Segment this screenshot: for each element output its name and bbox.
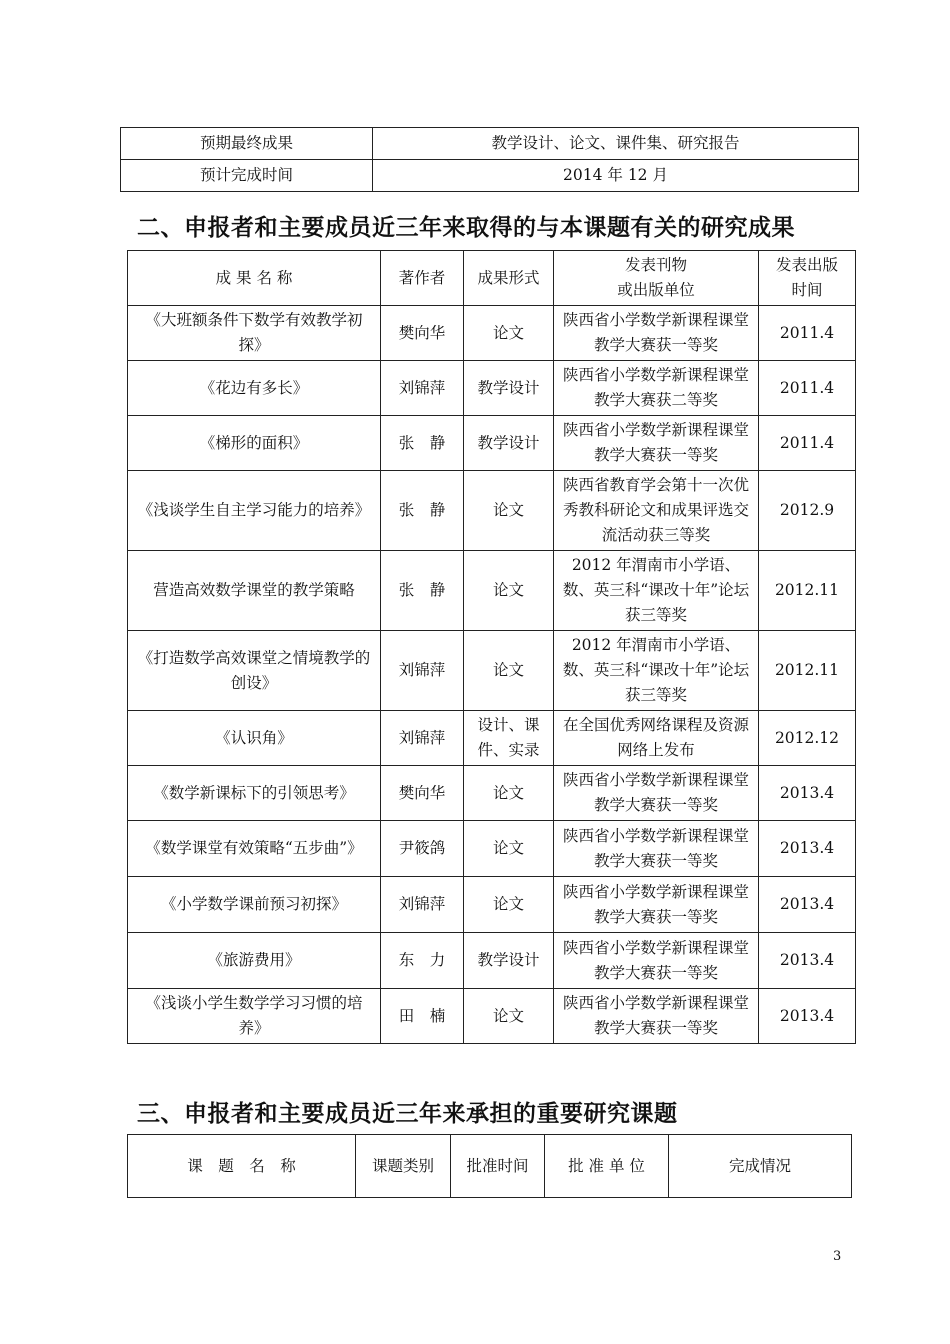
cell-publisher: 陕西省小学数学新课程课堂教学大赛获一等奖 [554, 933, 759, 989]
table-row [128, 361, 856, 416]
cell-time: 2013.4 [759, 933, 856, 989]
cell-author: 田 楠 [381, 989, 464, 1044]
section3-title: 三、申报者和主要成员近三年来承担的重要研究课题 [137, 1101, 678, 1127]
table-row [128, 711, 856, 766]
cell-name: 《旅游费用》 [128, 933, 381, 989]
cell-author: 张 静 [381, 416, 464, 471]
cell-author: 东 力 [381, 933, 464, 989]
header-row [128, 251, 856, 306]
cell-publisher: 陕西省教育学会第十一次优秀教科研论文和成果评选交流活动获三等奖 [554, 471, 759, 551]
table-row [128, 416, 856, 471]
table-row [128, 933, 856, 989]
cell-publisher: 陕西省小学数学新课程课堂教学大赛获一等奖 [554, 821, 759, 877]
cell-time: 2011.4 [759, 416, 856, 471]
header-form: 成果形式 [464, 251, 554, 306]
cell-name: 《小学数学课前预习初探》 [128, 877, 381, 933]
cell-author: 张 静 [381, 551, 464, 631]
header-time: 发表出版 时间 [759, 251, 856, 306]
cell-time: 2013.4 [759, 766, 856, 821]
table-row [128, 766, 856, 821]
cell-author: 刘锦萍 [381, 877, 464, 933]
cell-time: 2013.4 [759, 877, 856, 933]
cell-name: 《梯形的面积》 [128, 416, 381, 471]
cell-publisher: 陕西省小学数学新课程课堂教学大赛获一等奖 [554, 766, 759, 821]
cell-time: 2012.11 [759, 631, 856, 711]
cell-time: 2012.12 [759, 711, 856, 766]
cell-author: 刘锦萍 [381, 631, 464, 711]
research-results-table [127, 250, 856, 1044]
header-author: 著作者 [381, 251, 464, 306]
section2-title: 二、申报者和主要成员近三年来取得的与本课题有关的研究成果 [137, 215, 795, 241]
cell-form: 论文 [464, 471, 554, 551]
header-name: 成 果 名 称 [128, 251, 381, 306]
cell-publisher: 在全国优秀网络课程及资源网络上发布 [554, 711, 759, 766]
cell-time: 2013.4 [759, 821, 856, 877]
cell-form: 论文 [464, 306, 554, 361]
cell-form: 教学设计 [464, 361, 554, 416]
cell-form: 论文 [464, 766, 554, 821]
cell-time: 2011.4 [759, 361, 856, 416]
table-row [121, 128, 859, 160]
cell-author: 刘锦萍 [381, 361, 464, 416]
cell-form: 设计、课件、实录 [464, 711, 554, 766]
table-row [128, 306, 856, 361]
cell-time: 2012.9 [759, 471, 856, 551]
cell-form: 论文 [464, 877, 554, 933]
table-row [128, 471, 856, 551]
cell-publisher: 2012 年渭南市小学语、数、英三科“课改十年”论坛获三等奖 [554, 631, 759, 711]
cell-publisher: 陕西省小学数学新课程课堂教学大赛获一等奖 [554, 306, 759, 361]
cell-time: 2013.4 [759, 989, 856, 1044]
row-label: 预期最终成果 [121, 128, 373, 160]
cell-form: 论文 [464, 551, 554, 631]
row-label: 预计完成时间 [121, 160, 373, 192]
cell-name: 《大班额条件下数学有效教学初探》 [128, 306, 381, 361]
header-row [128, 1135, 852, 1198]
expected-results-table [120, 127, 859, 192]
cell-name: 《浅谈小学生数学学习习惯的培养》 [128, 989, 381, 1044]
header-status: 完成情况 [669, 1135, 852, 1198]
cell-author: 尹筱鸽 [381, 821, 464, 877]
cell-publisher: 陕西省小学数学新课程课堂教学大赛获一等奖 [554, 877, 759, 933]
cell-time: 2011.4 [759, 306, 856, 361]
cell-name: 《数学新课标下的引领思考》 [128, 766, 381, 821]
cell-author: 樊向华 [381, 306, 464, 361]
cell-form: 论文 [464, 821, 554, 877]
cell-time: 2012.11 [759, 551, 856, 631]
page-number: 3 [833, 1249, 842, 1264]
cell-publisher: 2012 年渭南市小学语、数、英三科“课改十年”论坛获三等奖 [554, 551, 759, 631]
table-row [128, 551, 856, 631]
header-publisher: 发表刊物 或出版单位 [554, 251, 759, 306]
cell-name: 《认识角》 [128, 711, 381, 766]
cell-name: 《花边有多长》 [128, 361, 381, 416]
header-project-name: 课 题 名 称 [128, 1135, 356, 1198]
table-row [128, 631, 856, 711]
cell-publisher: 陕西省小学数学新课程课堂教学大赛获一等奖 [554, 989, 759, 1044]
cell-form: 论文 [464, 631, 554, 711]
table-row [128, 821, 856, 877]
table-row [128, 877, 856, 933]
cell-form: 教学设计 [464, 933, 554, 989]
cell-name: 营造高效数学课堂的教学策略 [128, 551, 381, 631]
cell-name: 《浅谈学生自主学习能力的培养》 [128, 471, 381, 551]
header-category: 课题类别 [356, 1135, 451, 1198]
cell-form: 教学设计 [464, 416, 554, 471]
cell-name: 《打造数学高效课堂之情境教学的创设》 [128, 631, 381, 711]
row-value: 教学设计、论文、课件集、研究报告 [373, 128, 859, 160]
row-value: 2014 年 12 月 [373, 160, 859, 192]
cell-publisher: 陕西省小学数学新课程课堂教学大赛获一等奖 [554, 416, 759, 471]
cell-name: 《数学课堂有效策略“五步曲”》 [128, 821, 381, 877]
cell-form: 论文 [464, 989, 554, 1044]
table-row [121, 160, 859, 192]
cell-publisher: 陕西省小学数学新课程课堂教学大赛获二等奖 [554, 361, 759, 416]
cell-author: 张 静 [381, 471, 464, 551]
table-row [128, 989, 856, 1044]
header-approve-unit: 批 准 单 位 [545, 1135, 669, 1198]
research-projects-table [127, 1134, 852, 1198]
cell-author: 刘锦萍 [381, 711, 464, 766]
cell-author: 樊向华 [381, 766, 464, 821]
header-approve-time: 批准时间 [451, 1135, 545, 1198]
